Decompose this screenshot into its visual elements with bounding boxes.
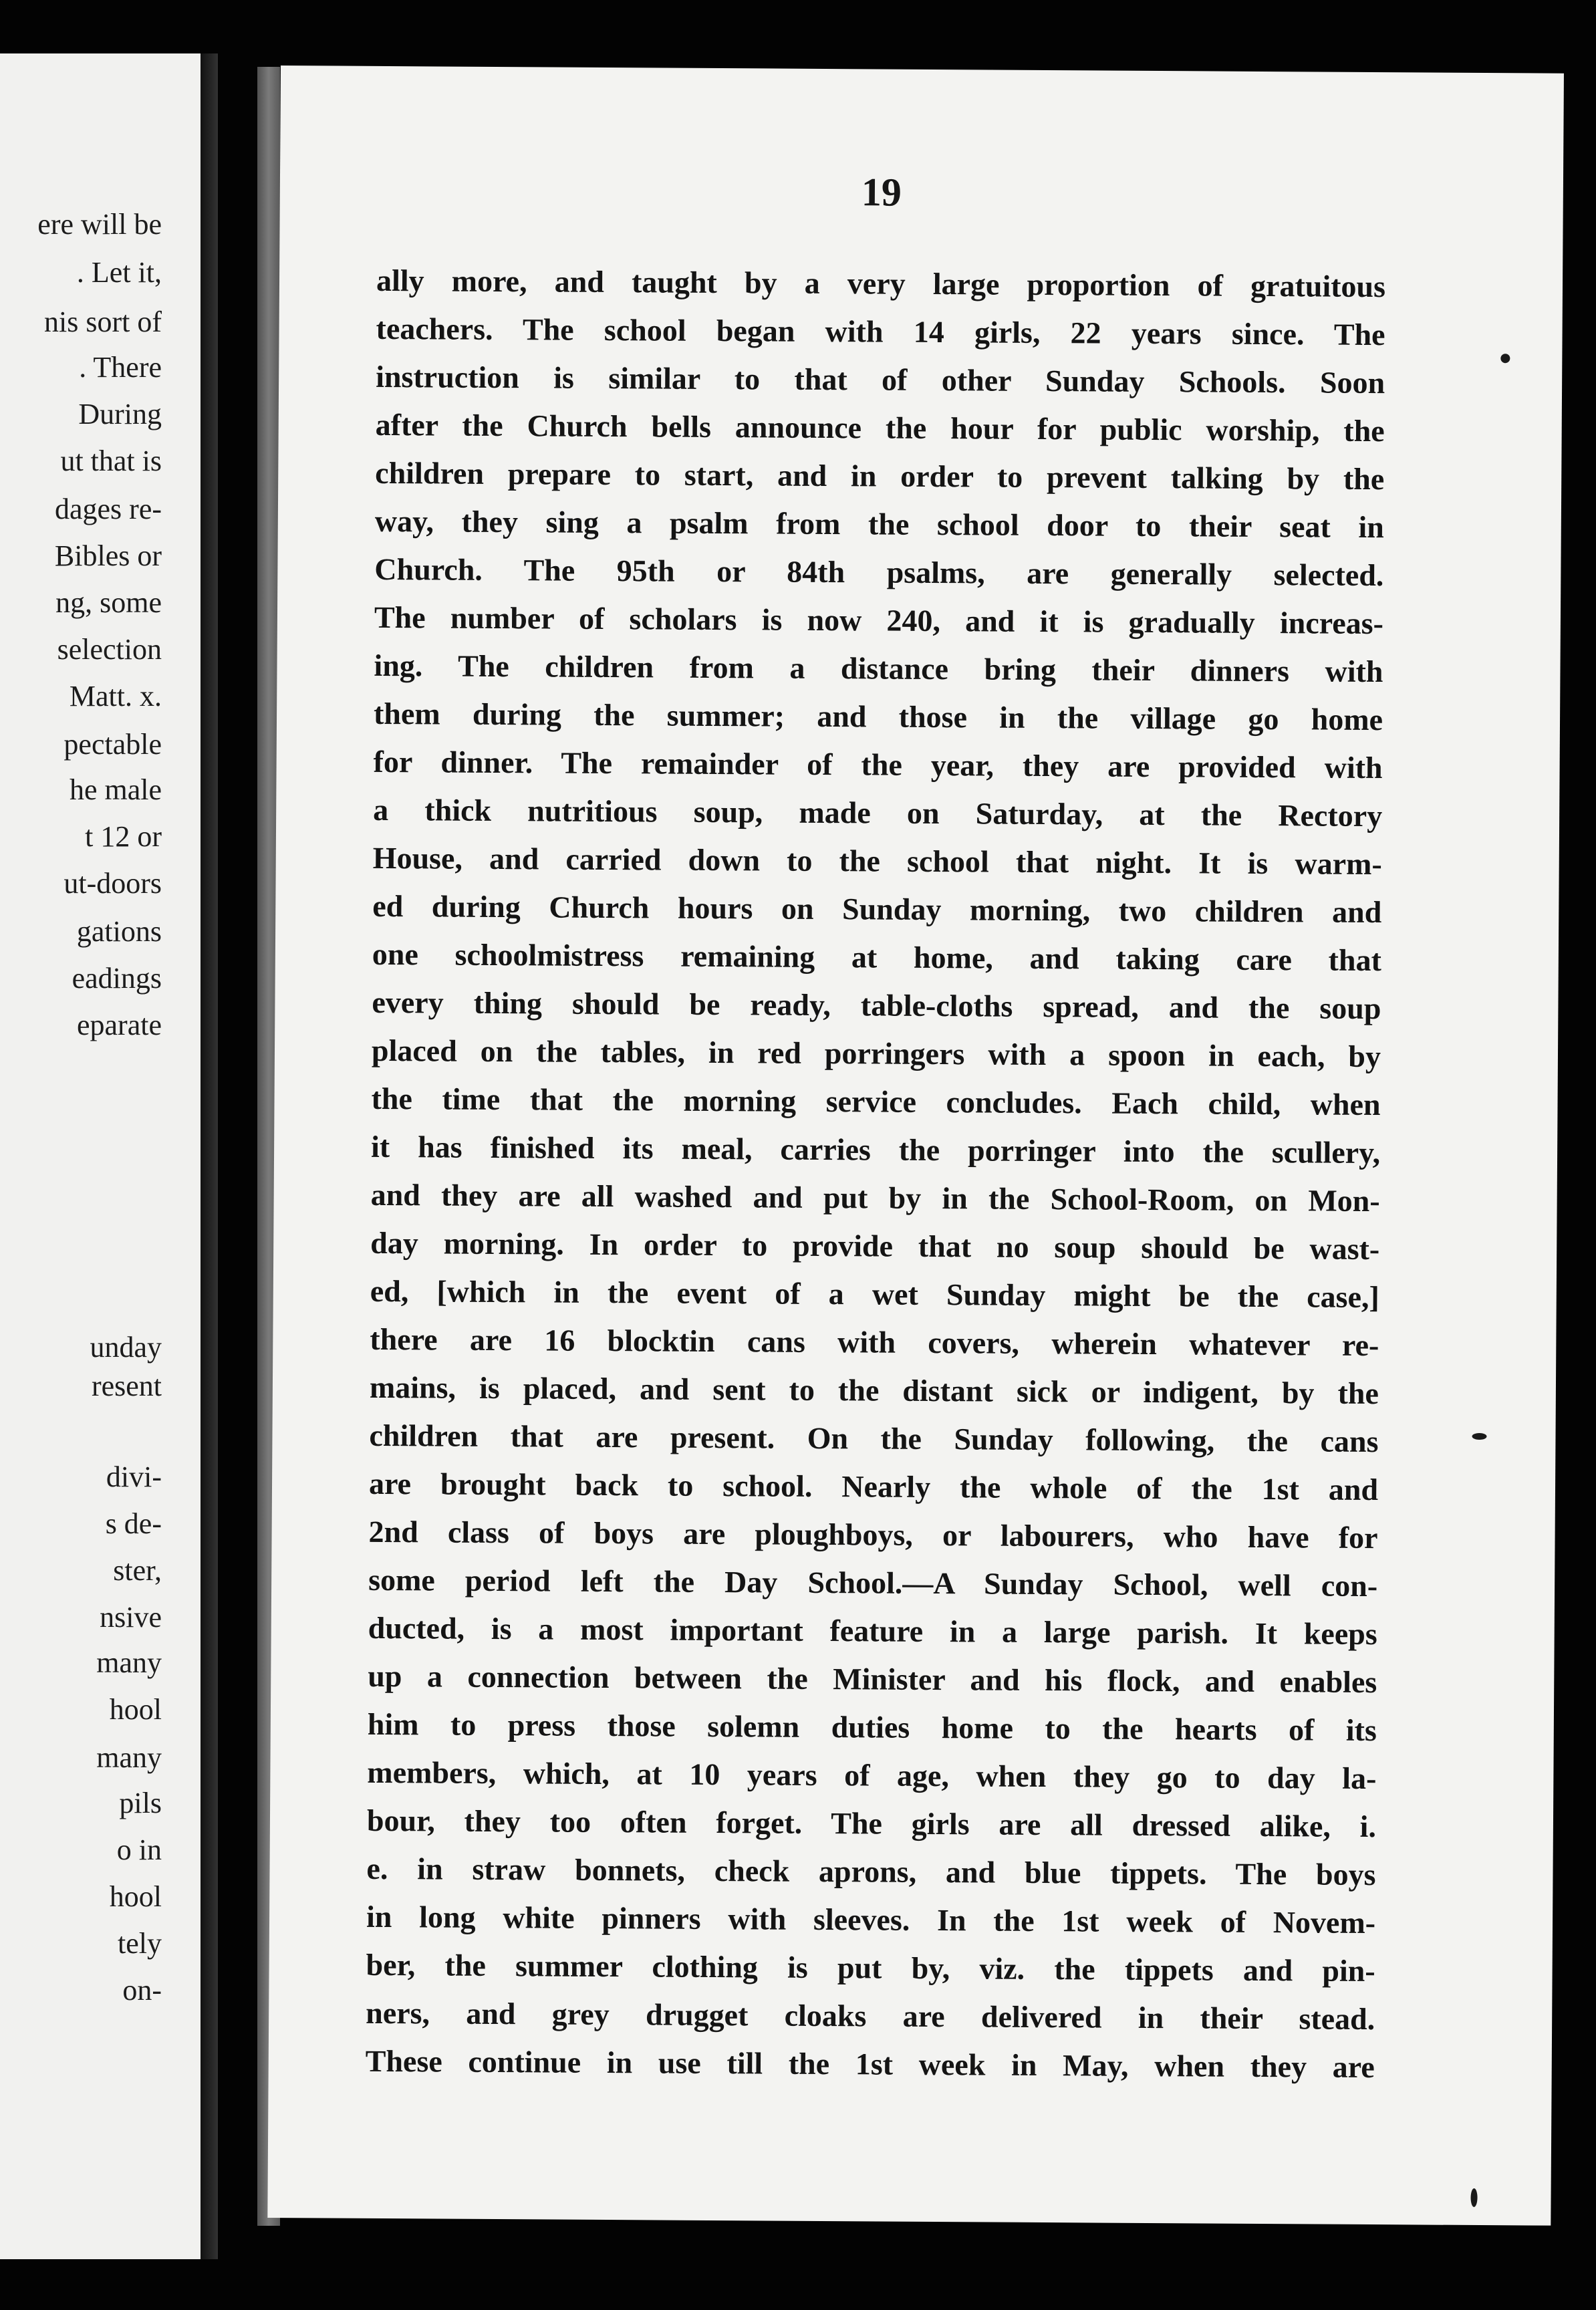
left-page-line-fragment: ere will be: [37, 208, 162, 241]
left-page-line-fragment: resent: [91, 1370, 162, 1402]
book-page: [267, 66, 1564, 2226]
text-line: ducted, is a most important feature in a large parish. It keeps: [368, 1610, 1377, 1652]
previous-page-fragment: [0, 53, 201, 2259]
text-line: way, they sing a psalm from the school door to their seat in: [374, 503, 1384, 545]
left-page-line-fragment: . Let it,: [76, 256, 162, 289]
text-line: it has finished its meal, carries the porringer into the scullery,: [370, 1129, 1381, 1170]
left-page-line-fragment: pectable: [63, 728, 162, 761]
text-line: These continue in use till the 1st week in May, when they are: [365, 2043, 1375, 2085]
text-line: day morning. In order to provide that no soup should be wast-: [370, 1225, 1380, 1267]
left-page-line-fragment: Bibles or: [54, 539, 162, 572]
left-page-line-fragment: many: [96, 1741, 162, 1774]
text-line: and they are all washed and put by in the School-Room, on Mon-: [370, 1177, 1380, 1218]
left-page-edge-shadow: [201, 53, 218, 2259]
left-page-line-fragment: tely: [118, 1927, 162, 1960]
page-number: 19: [861, 170, 902, 215]
left-page-line-fragment: t 12 or: [85, 820, 162, 853]
text-line: up a connection between the Minister and his flock, and enables: [368, 1658, 1377, 1700]
page-body-text: [366, 257, 1386, 2091]
left-page-line-fragment: s de-: [105, 1507, 162, 1540]
text-line: House, and carried down to the school that night. It is warm-: [372, 840, 1382, 882]
left-page-line-fragment: nsive: [100, 1601, 162, 1634]
left-page-line-fragment: divi-: [106, 1460, 162, 1493]
left-page-line-fragment: gations: [76, 915, 162, 948]
text-line: e. in straw bonnets, check aprons, and blue tippets. The boys: [366, 1851, 1376, 1892]
left-page-line-fragment: . There: [79, 351, 162, 384]
text-line: 2nd class of boys are ploughboys, or labourers, who have for: [368, 1514, 1378, 1555]
text-line: Church. The 95th or 84th psalms, are generally selected.: [374, 551, 1384, 593]
text-line: some period left the Day School.—A Sunday School, well con-: [368, 1562, 1378, 1603]
text-line: every thing should be ready, table-cloths spread, and the soup: [372, 985, 1381, 1026]
text-line: ing. The children from a distance bring their dinners with: [374, 648, 1383, 689]
text-line: are brought back to school. Nearly the whole of the 1st and: [368, 1466, 1379, 1507]
left-page-line-fragment: hool: [109, 1880, 162, 1913]
left-page-line-fragment: ut that is: [60, 444, 162, 477]
ink-speck: [1470, 2188, 1477, 2207]
text-line: children that are present. On the Sunday following, the cans: [369, 1418, 1379, 1459]
text-line: there are 16 blocktin cans with covers, wherein whatever re-: [370, 1321, 1379, 1363]
left-page-line-fragment: eadings: [72, 962, 162, 995]
left-page-line-fragment: hool: [109, 1693, 162, 1726]
left-page-line-fragment: ng, some: [55, 586, 162, 619]
left-page-line-fragment: Matt. x.: [69, 680, 162, 713]
left-page-line-fragment: ut-doors: [63, 867, 162, 900]
text-line: ed, [which in the event of a wet Sunday might be the case,]: [370, 1273, 1379, 1315]
text-line: ally more, and taught by a very large proportion of gratuitous: [376, 263, 1386, 304]
text-line: members, which, at 10 years of age, when they go to day la-: [367, 1755, 1377, 1796]
text-line: ber, the summer clothing is put by, viz. the tippets and pin-: [366, 1947, 1375, 1988]
text-line: the time that the morning service concludes. Each child, when: [371, 1081, 1381, 1122]
left-page-line-fragment: ster,: [113, 1554, 162, 1587]
text-line: ed during Church hours on Sunday morning, two children and: [372, 888, 1382, 930]
ink-speck: [1472, 1433, 1486, 1440]
text-line: ners, and grey drugget cloaks are delivered in their stead.: [366, 1995, 1375, 2037]
left-page-line-fragment: many: [96, 1646, 162, 1679]
text-line: The number of scholars is now 240, and it is gradually increas-: [374, 600, 1384, 641]
left-page-line-fragment: unday: [90, 1331, 162, 1364]
left-page-line-fragment: selection: [57, 633, 162, 666]
left-page-line-fragment: o in: [116, 1833, 162, 1866]
ink-speck: [1500, 354, 1510, 363]
left-page-line-fragment: on-: [122, 1974, 162, 2007]
text-line: placed on the tables, in red porringers with a spoon in each, by: [371, 1033, 1381, 1074]
left-page-line-fragment: he male: [69, 773, 162, 806]
left-page-line-fragment: dages re-: [54, 493, 162, 525]
text-line: after the Church bells announce the hour for public worship, the: [375, 407, 1385, 448]
text-line: instruction is similar to that of other Sunday Schools. Soon: [376, 359, 1385, 400]
left-page-line-fragment: pils: [119, 1787, 162, 1819]
text-line: in long white pinners with sleeves. In the 1st week of Novem-: [366, 1899, 1376, 1940]
left-page-line-fragment: During: [78, 398, 162, 430]
text-line: teachers. The school began with 14 girls, 22 years since. The: [376, 311, 1385, 352]
text-line: for dinner. The remainder of the year, they are provided with: [373, 744, 1383, 785]
text-line: them during the summer; and those in the village go home: [373, 696, 1383, 737]
text-line: one schoolmistress remaining at home, and taking care that: [372, 936, 1382, 978]
text-line: him to press those solemn duties home to the hearts of its: [367, 1706, 1377, 1748]
left-page-line-fragment: eparate: [77, 1009, 162, 1041]
text-line: children prepare to start, and in order to prevent talking by the: [375, 455, 1385, 497]
left-page-line-fragment: nis sort of: [44, 305, 162, 338]
text-line: bour, they too often forget. The girls are all dressed alike, i.: [366, 1803, 1377, 1844]
text-line: mains, is placed, and sent to the distant sick or indigent, by the: [369, 1370, 1379, 1411]
text-line: a thick nutritious soup, made on Saturday, at the Rectory: [373, 792, 1383, 833]
